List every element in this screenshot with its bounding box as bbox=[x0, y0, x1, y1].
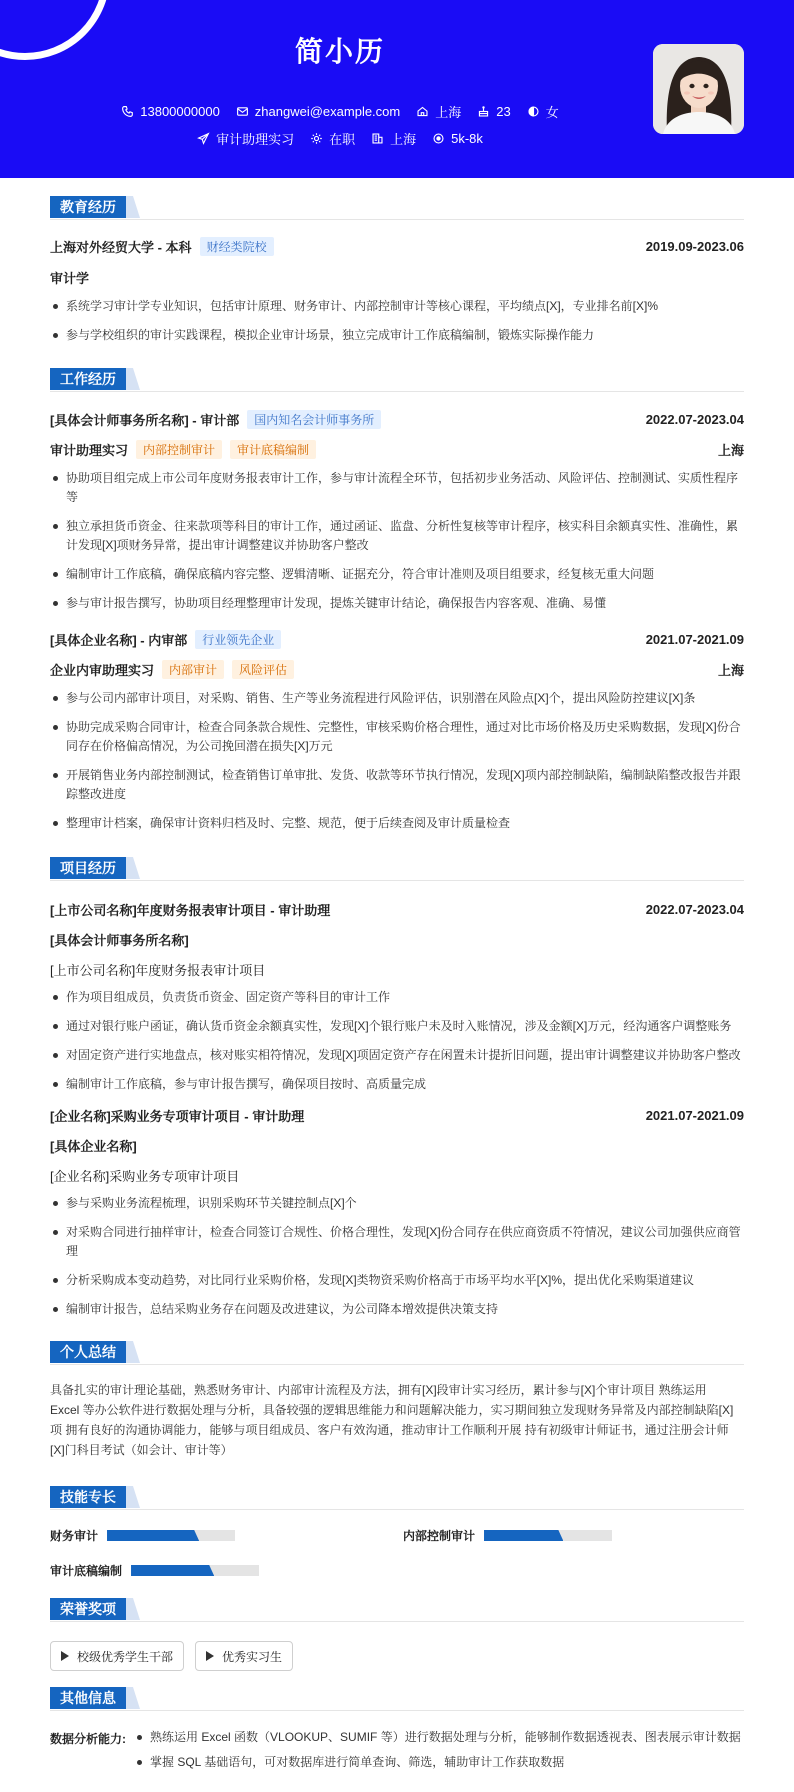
intention-salary bbox=[432, 129, 483, 148]
project-title: [企业名称]采购业务专项审计项目 - 审计助理 bbox=[50, 1109, 305, 1124]
resume-header bbox=[0, 0, 794, 178]
project-date: 2021.07-2021.09 bbox=[645, 1108, 744, 1123]
list-item: 整理审计档案，确保审计资料归档及时、完整、规范，便于后续查阅及审计质量检查 bbox=[50, 814, 744, 833]
other-list bbox=[134, 1728, 754, 1778]
section-work bbox=[50, 368, 744, 392]
work-date: 2021.07-2021.09 bbox=[645, 632, 744, 647]
work-header-2 bbox=[50, 630, 744, 649]
skill-item bbox=[403, 1527, 612, 1544]
contact-city-text: 上海 bbox=[435, 105, 462, 120]
intention-status-text: 在职 bbox=[329, 132, 356, 147]
work-role: 企业内审助理实习 bbox=[50, 663, 155, 678]
section-work-title: 工作经历 bbox=[50, 368, 126, 390]
work-city: 上海 bbox=[717, 443, 744, 458]
project-org: [具体企业名称] bbox=[50, 1139, 137, 1154]
skill-item bbox=[50, 1527, 235, 1544]
skill-bar-fill bbox=[131, 1565, 214, 1576]
work-company: [具体会计师事务所名称] - 审计部 bbox=[50, 413, 240, 428]
project-bullets-1 bbox=[50, 988, 744, 1104]
section-project bbox=[50, 857, 744, 881]
list-item: 作为项目组成员，负责货币资金、固定资产等科目的审计工作 bbox=[50, 988, 744, 1007]
work-bullets-1 bbox=[50, 469, 744, 623]
gender-icon bbox=[527, 105, 540, 118]
education-date: 2019.09-2023.06 bbox=[645, 239, 744, 254]
education-major: 审计学 bbox=[50, 271, 90, 286]
work-date: 2022.07-2023.04 bbox=[645, 412, 744, 427]
contact-age bbox=[477, 102, 510, 121]
intention-status bbox=[310, 129, 355, 148]
summary-line: 项 拥有良好的沟通协调能力，能够与项目组成员、客户有效沟通，推动审计工作顺利开展 持有初级审计师证书，通过注册会计师 bbox=[50, 1423, 729, 1437]
list-item: 协助项目组完成上市公司年度财务报表审计工作，参与审计流程全环节，包括初步业务活动、风险评估、控制测试、实质性程序等 bbox=[50, 469, 744, 507]
list-item: 编制审计工作底稿，参与审计报告撰写，确保项目按时、高质量完成 bbox=[50, 1075, 744, 1094]
summary-text bbox=[50, 1380, 744, 1460]
list-item: 参与采购业务流程梳理，识别采购环节关键控制点[X]个 bbox=[50, 1194, 744, 1213]
summary-line: [X]门科目考试（如会计、审计等） bbox=[50, 1443, 233, 1457]
intention-position bbox=[197, 129, 294, 148]
contact-gender-text: 女 bbox=[545, 105, 559, 120]
intention-position-text: 审计助理实习 bbox=[216, 132, 295, 147]
award-label: 优秀实习生 bbox=[222, 1649, 283, 1664]
intention-city bbox=[371, 129, 416, 148]
skill-item bbox=[50, 1562, 259, 1579]
list-item: 系统学习审计学专业知识，包括审计原理、财务审计、内部控制审计等核心课程，平均绩点[X]，专业排名前[X]% bbox=[50, 297, 744, 316]
section-project-title: 项目经历 bbox=[50, 857, 126, 879]
project-desc: [企业名称]采购业务专项审计项目 bbox=[50, 1169, 240, 1184]
skill-name: 审计底稿编制 bbox=[50, 1564, 123, 1578]
list-item: 熟练运用 Excel 函数（VLOOKUP、SUMIF 等）进行数据处理与分析，能够制作数据透视表、图表展示审计数据 bbox=[134, 1728, 754, 1747]
skill-bar bbox=[107, 1530, 235, 1541]
work-bullets-2 bbox=[50, 689, 744, 843]
education-header bbox=[50, 237, 744, 256]
skill-bar-fill bbox=[107, 1530, 199, 1541]
building-icon bbox=[371, 132, 384, 145]
section-summary bbox=[50, 1341, 744, 1365]
section-awards-title: 荣誉奖项 bbox=[50, 1598, 126, 1620]
avatar bbox=[653, 44, 744, 134]
contact-city bbox=[416, 102, 461, 121]
phone-icon bbox=[121, 105, 134, 118]
work-company-tag: 国内知名会计师事务所 bbox=[247, 410, 381, 429]
work-role-tag: 审计底稿编制 bbox=[230, 440, 316, 459]
work-role-2 bbox=[50, 660, 744, 679]
contact-row bbox=[0, 102, 680, 121]
contact-email-text: zhangwei@example.com bbox=[254, 104, 401, 119]
list-item: 参与公司内部审计项目，对采购、销售、生产等业务流程进行风险评估，识别潜在风险点[X]个，提出风险防控建议[X]条 bbox=[50, 689, 744, 708]
award-label: 校级优秀学生干部 bbox=[77, 1649, 174, 1664]
contact-age-text: 23 bbox=[496, 104, 511, 119]
section-education bbox=[50, 196, 744, 220]
education-school: 上海对外经贸大学 - 本科 bbox=[50, 240, 192, 255]
age-icon bbox=[477, 105, 490, 118]
project-org: [具体会计师事务所名称] bbox=[50, 933, 189, 948]
work-role: 审计助理实习 bbox=[50, 443, 129, 458]
project-bullets-2 bbox=[50, 1194, 744, 1329]
intention-salary-text: 5k-8k bbox=[451, 131, 483, 146]
project-desc: [上市公司名称]年度财务报表审计项目 bbox=[50, 963, 266, 978]
list-item: 编制审计工作底稿，确保底稿内容完整、逻辑清晰、证据充分，符合审计准则及项目组要求，经复核无重大问题 bbox=[50, 565, 744, 584]
work-role-tag: 内部控制审计 bbox=[136, 440, 222, 459]
section-skills bbox=[50, 1486, 744, 1510]
work-city: 上海 bbox=[717, 663, 744, 678]
work-role-tag: 内部审计 bbox=[162, 660, 224, 679]
summary-line: Excel 等办公软件进行数据处理与分析，具备较强的逻辑思维能力和问题解决能力，实习期间独立发现财务异常及内部控制缺陷[X] bbox=[50, 1403, 734, 1417]
summary-line: 具备扎实的审计理论基础，熟悉财务审计、内部审计流程及方法，拥有[X]段审计实习经历，累计参与[X]个审计项目 熟练运用 bbox=[50, 1383, 707, 1397]
play-icon bbox=[206, 1651, 214, 1661]
project-header-1 bbox=[50, 900, 744, 919]
section-skills-title: 技能专长 bbox=[50, 1486, 126, 1508]
section-education-title: 教育经历 bbox=[50, 196, 126, 218]
status-icon bbox=[310, 132, 323, 145]
skill-bar-fill bbox=[484, 1530, 563, 1541]
play-icon bbox=[61, 1651, 69, 1661]
home-icon bbox=[416, 105, 429, 118]
intention-city-text: 上海 bbox=[390, 132, 417, 147]
work-role-tag: 风险评估 bbox=[232, 660, 294, 679]
list-item: 开展销售业务内部控制测试，检查销售订单审批、发货、收款等环节执行情况，发现[X]项内部控制缺陷，编制缺陷整改报告并跟踪整改进度 bbox=[50, 766, 744, 804]
skill-bar bbox=[484, 1530, 612, 1541]
skill-bar bbox=[131, 1565, 259, 1576]
contact-email bbox=[236, 102, 400, 121]
list-item: 掌握 SQL 基础语句，可对数据库进行简单查询、筛选，辅助审计工作获取数据 bbox=[134, 1753, 754, 1772]
skill-name: 财务审计 bbox=[50, 1529, 99, 1543]
skill-name: 内部控制审计 bbox=[403, 1529, 476, 1543]
candidate-name: 简小历 bbox=[294, 36, 385, 67]
project-title: [上市公司名称]年度财务报表审计项目 - 审计助理 bbox=[50, 903, 331, 918]
portrait-photo bbox=[653, 44, 744, 134]
contact-gender bbox=[527, 102, 559, 121]
education-bullets bbox=[50, 297, 744, 355]
list-item: 分析采购成本变动趋势，对比同行业采购价格，发现[X]类物资采购价格高于市场平均水平[X]%，提出优化采购渠道建议 bbox=[50, 1271, 744, 1290]
project-header-2 bbox=[50, 1106, 744, 1125]
list-item: 通过对银行账户函证，确认货币资金余额真实性，发现[X]个银行账户未及时入账情况，涉及金额[X]万元，经沟通客户调整账务 bbox=[50, 1017, 744, 1036]
education-tag: 财经类院校 bbox=[200, 237, 274, 256]
work-company-tag: 行业领先企业 bbox=[195, 630, 281, 649]
list-item: 参与学校组织的审计实践课程，模拟企业审计场景，独立完成审计工作底稿编制，锻炼实际操作能力 bbox=[50, 326, 744, 345]
list-item: 对采购合同进行抽样审计，检查合同签订合规性、价格合理性，发现[X]份合同存在供应商资质不符情况，建议公司加强供应商管理 bbox=[50, 1223, 744, 1261]
work-header-1 bbox=[50, 410, 744, 429]
award-item bbox=[50, 1641, 184, 1671]
other-label: 数据分析能力: bbox=[50, 1732, 126, 1746]
contact-phone-text: 13800000000 bbox=[140, 104, 220, 119]
list-item: 对固定资产进行实地盘点，核对账实相符情况，发现[X]项固定资产存在闲置未计提折旧问题，提出审计调整建议并协助客户整改 bbox=[50, 1046, 744, 1065]
intention-row bbox=[0, 129, 680, 148]
send-icon bbox=[197, 132, 210, 145]
list-item: 协助完成采购合同审计，检查合同条款合规性、完整性，审核采购价格合理性，通过对比市场价格及历史采购数据，发现[X]份合同存在价格偏高情况，为公司挽回潜在损失[X]万元 bbox=[50, 718, 744, 756]
award-item bbox=[195, 1641, 293, 1671]
section-other-title: 其他信息 bbox=[50, 1687, 126, 1709]
mail-icon bbox=[236, 105, 249, 118]
list-item: 参与审计报告撰写，协助项目经理整理审计发现，提炼关键审计结论，确保报告内容客观、准确、易懂 bbox=[50, 594, 744, 613]
work-company: [具体企业名称] - 内审部 bbox=[50, 633, 188, 648]
contact-phone bbox=[121, 102, 220, 121]
salary-icon bbox=[432, 132, 445, 145]
project-date: 2022.07-2023.04 bbox=[645, 902, 744, 917]
section-other bbox=[50, 1687, 744, 1711]
list-item: 编制审计报告，总结采购业务存在问题及改进建议，为公司降本增效提供决策支持 bbox=[50, 1300, 744, 1319]
work-role-1 bbox=[50, 440, 744, 459]
section-summary-title: 个人总结 bbox=[50, 1341, 126, 1363]
section-awards bbox=[50, 1598, 744, 1622]
list-item: 独立承担货币资金、往来款项等科目的审计工作，通过函证、监盘、分析性复核等审计程序，核实科目余额真实性、准确性，累计发现[X]项财务异常，提出审计调整建议并协助客户整改 bbox=[50, 517, 744, 555]
